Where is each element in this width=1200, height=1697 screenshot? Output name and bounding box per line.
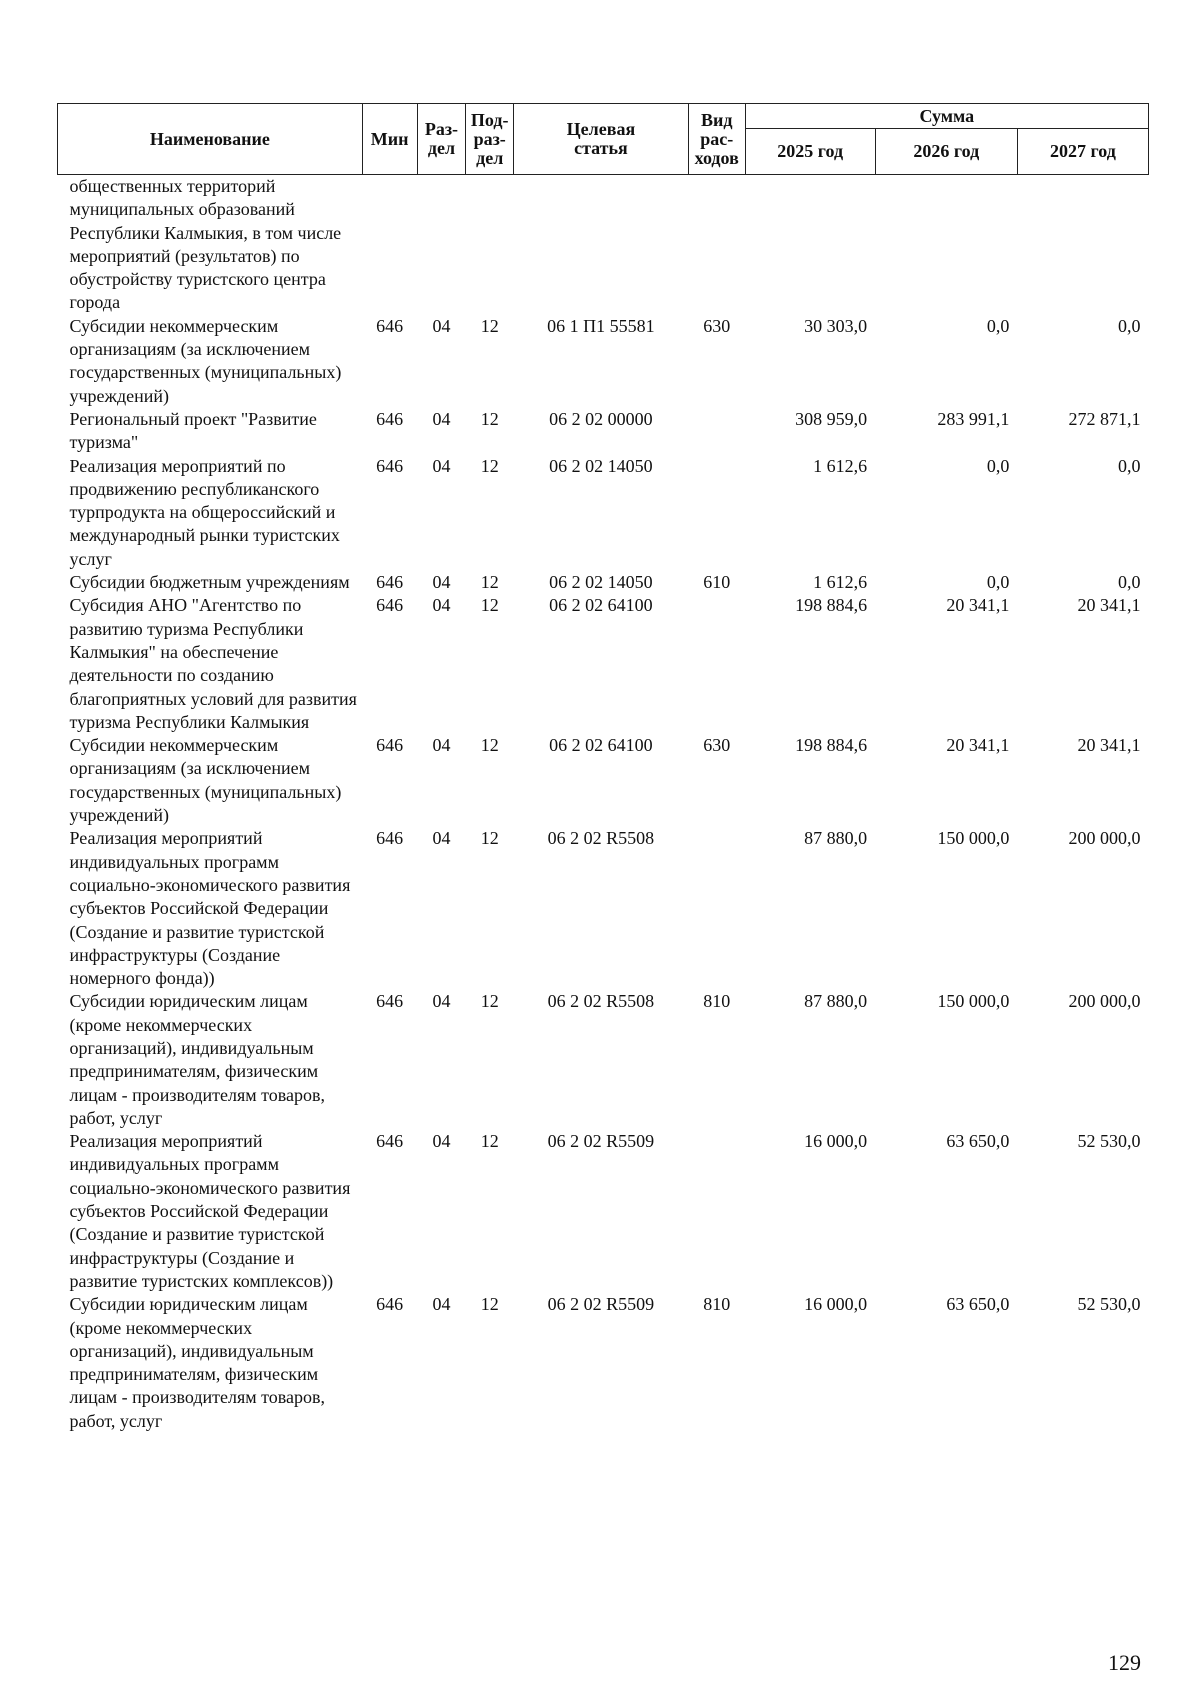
cell-name: Субсидии некоммерческим организациям (за исключением государственных (муниципальных) учреждений) (69, 735, 342, 826)
cell-year-2026: 20 341,1 (946, 595, 1010, 616)
table-row (58, 315, 1149, 408)
cell-tselevaya: 06 2 02 64100 (549, 735, 653, 756)
cell-min: 646 (376, 455, 404, 476)
cell-year-2026: 0,0 (986, 455, 1010, 476)
cell-year-2026: 150 000,0 (937, 828, 1010, 849)
cell-min: 646 (376, 735, 404, 756)
cell-min: 646 (376, 315, 404, 336)
cell-name: Субсидии бюджетным учреждениям (69, 572, 350, 593)
table-row (58, 1130, 1149, 1293)
cell-razdel: 04 (432, 315, 451, 336)
budget-table (57, 103, 1149, 1433)
header-year-2027: 2027 год (1017, 129, 1148, 175)
cell-year-2026: 0,0 (986, 315, 1010, 336)
cell-name: Субсидии юридическим лицам (кроме некоммерческих организаций), индивидуальным предпринимателям, физическим лицам - производителям товаров, работ, услуг (69, 1294, 326, 1431)
cell-min: 646 (376, 1131, 404, 1152)
cell-razdel: 04 (432, 455, 451, 476)
cell-razdel (417, 175, 466, 315)
cell-year-2026: 63 650,0 (946, 1294, 1010, 1315)
cell-name: Реализация мероприятий индивидуальных программ социально-экономического развития субъектов Российской Федерации (Создание и развитие туристской инфраструктуры (Создание номерного фонда)) (69, 828, 351, 989)
cell-tselevaya: 06 1 П1 55581 (547, 315, 655, 336)
cell-year-2026: 150 000,0 (937, 991, 1010, 1012)
cell-min (362, 175, 417, 315)
header-min: Мин (362, 104, 417, 175)
cell-tselevaya: 06 2 02 R5508 (547, 991, 655, 1012)
cell-year-2025: 198 884,6 (795, 595, 868, 616)
cell-vid (688, 827, 745, 990)
table-row (58, 455, 1149, 571)
cell-year-2027: 200 000,0 (1068, 991, 1141, 1012)
cell-year-2026: 283 991,1 (937, 408, 1010, 429)
cell-year-2027: 52 530,0 (1077, 1294, 1141, 1315)
cell-year-2027: 20 341,1 (1077, 595, 1141, 616)
cell-tselevaya: 06 2 02 14050 (549, 455, 653, 476)
table-header (58, 104, 1149, 175)
cell-tselevaya: 06 2 02 14050 (549, 572, 653, 593)
cell-razdel: 04 (432, 408, 451, 429)
table-row (58, 1293, 1149, 1433)
cell-tselevaya: 06 2 02 R5509 (547, 1131, 655, 1152)
cell-year-2025: 1 612,6 (813, 572, 868, 593)
cell-year-2025: 87 880,0 (804, 991, 868, 1012)
cell-razdel: 04 (432, 595, 451, 616)
cell-razdel: 04 (432, 828, 451, 849)
cell-podrazdel (466, 175, 514, 315)
cell-vid: 810 (703, 991, 731, 1012)
cell-vid (688, 594, 745, 734)
cell-year-2027 (1017, 175, 1148, 315)
header-razdel: Раз- дел (417, 104, 466, 175)
cell-year-2027: 0,0 (1118, 572, 1141, 593)
cell-year-2027: 200 000,0 (1068, 828, 1141, 849)
cell-year-2027: 0,0 (1118, 315, 1141, 336)
table-body (58, 175, 1149, 1434)
cell-vid (688, 455, 745, 571)
table-row (58, 827, 1149, 990)
cell-year-2025: 16 000,0 (804, 1131, 868, 1152)
cell-min: 646 (376, 1294, 404, 1315)
cell-year-2026: 63 650,0 (946, 1131, 1010, 1152)
cell-min: 646 (376, 991, 404, 1012)
cell-podrazdel: 12 (480, 455, 499, 476)
cell-tselevaya: 06 2 02 R5509 (547, 1294, 655, 1315)
cell-year-2025: 87 880,0 (804, 828, 868, 849)
cell-name: Субсидия АНО "Агентство по развитию туризма Республики Калмыкия" на обеспечение деятельности по созданию благоприятных условий для развития туризма Республики Калмыкия (69, 595, 357, 732)
cell-year-2027: 0,0 (1118, 455, 1141, 476)
header-vid: Вид рас- ходов (688, 104, 745, 175)
cell-year-2025: 198 884,6 (795, 735, 868, 756)
cell-year-2025 (745, 175, 875, 315)
table-row (58, 408, 1149, 455)
header-podrazdel: Под- раз- дел (466, 104, 514, 175)
header-year-2025: 2025 год (745, 129, 875, 175)
cell-year-2025: 1 612,6 (813, 455, 868, 476)
cell-min: 646 (376, 408, 404, 429)
cell-year-2025: 16 000,0 (804, 1294, 868, 1315)
cell-podrazdel: 12 (480, 595, 499, 616)
header-naimenovanie: Наименование (58, 104, 363, 175)
table-row (58, 990, 1149, 1130)
cell-podrazdel: 12 (480, 1294, 499, 1315)
cell-min: 646 (376, 595, 404, 616)
cell-min: 646 (376, 572, 404, 593)
cell-podrazdel: 12 (480, 408, 499, 429)
table-row (58, 734, 1149, 827)
cell-podrazdel: 12 (480, 828, 499, 849)
header-summa: Сумма (745, 104, 1148, 129)
cell-razdel: 04 (432, 572, 451, 593)
cell-name: Реализация мероприятий индивидуальных программ социально-экономического развития субъектов Российской Федерации (Создание и развитие туристской инфраструктуры (Создание и развитие туристских комплексов)) (69, 1131, 351, 1291)
table-row (58, 571, 1149, 594)
cell-tselevaya (514, 175, 689, 315)
cell-name: Реализация мероприятий по продвижению республиканского турпродукта на общероссийский и международный рынки туристских услуг (69, 455, 340, 569)
cell-podrazdel: 12 (480, 735, 499, 756)
cell-name: Субсидии юридическим лицам (кроме некоммерческих организаций), индивидуальным предпринимателям, физическим лицам - производителям товаров, работ, услуг (69, 991, 326, 1128)
cell-year-2025: 308 959,0 (795, 408, 868, 429)
cell-name: общественных территорий муниципальных образований Республики Калмыкия, в том числе мероприятий (результатов) по обустройству туристского центра города (69, 176, 342, 313)
header-tselevaya: Целевая статья (514, 104, 689, 175)
cell-vid (688, 1130, 745, 1293)
cell-min: 646 (376, 828, 404, 849)
cell-year-2026: 0,0 (986, 572, 1010, 593)
cell-vid (688, 408, 745, 455)
cell-tselevaya: 06 2 02 R5508 (547, 828, 655, 849)
cell-year-2027: 20 341,1 (1077, 735, 1141, 756)
cell-tselevaya: 06 2 02 00000 (549, 408, 653, 429)
cell-podrazdel: 12 (480, 572, 499, 593)
cell-vid: 630 (703, 315, 731, 336)
cell-vid: 630 (703, 735, 731, 756)
cell-podrazdel: 12 (480, 315, 499, 336)
cell-tselevaya: 06 2 02 64100 (549, 595, 653, 616)
cell-razdel: 04 (432, 1294, 451, 1315)
table-row (58, 594, 1149, 734)
table-row (58, 175, 1149, 315)
cell-year-2026 (875, 175, 1017, 315)
cell-year-2027: 52 530,0 (1077, 1131, 1141, 1152)
page-number: 129 (1108, 1650, 1141, 1675)
cell-name: Региональный проект "Развитие туризма" (69, 408, 317, 453)
cell-razdel: 04 (432, 991, 451, 1012)
cell-year-2025: 30 303,0 (804, 315, 868, 336)
cell-podrazdel: 12 (480, 1131, 499, 1152)
cell-razdel: 04 (432, 735, 451, 756)
cell-razdel: 04 (432, 1131, 451, 1152)
cell-vid: 810 (703, 1294, 731, 1315)
cell-podrazdel: 12 (480, 991, 499, 1012)
cell-name: Субсидии некоммерческим организациям (за исключением государственных (муниципальных) учреждений) (69, 315, 342, 406)
cell-vid: 610 (703, 572, 731, 593)
cell-year-2026: 20 341,1 (946, 735, 1010, 756)
cell-year-2027: 272 871,1 (1068, 408, 1141, 429)
header-year-2026: 2026 год (875, 129, 1017, 175)
cell-vid (688, 175, 745, 315)
